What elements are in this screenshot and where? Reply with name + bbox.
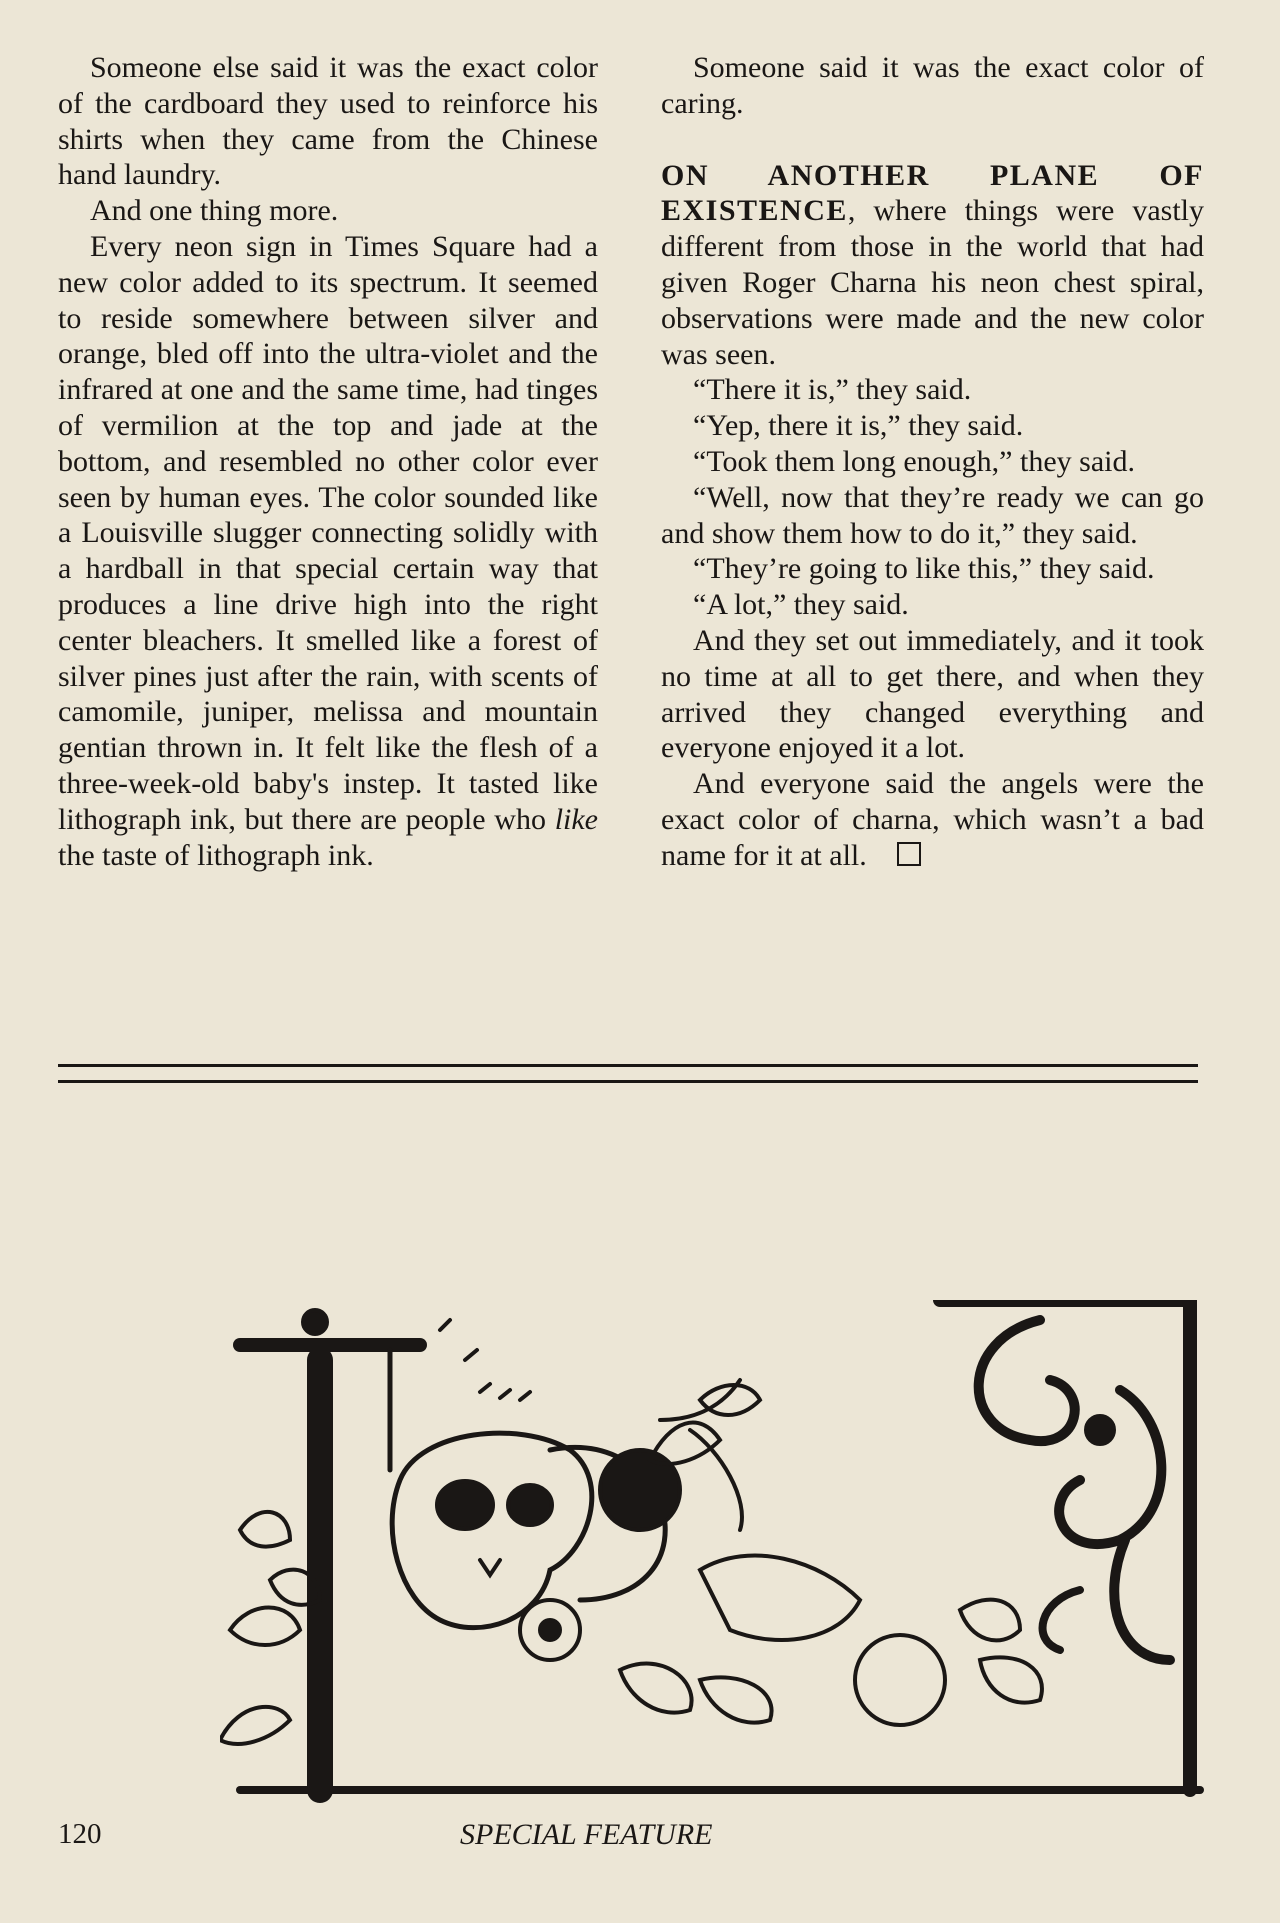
paragraph: Someone said it was the exact color of caring.: [661, 51, 1204, 120]
divider-rule-bottom: [58, 1080, 1198, 1083]
paragraph-text: the taste of lithograph ink.: [58, 838, 374, 872]
paragraph: “Took them long enough,” they said.: [693, 444, 1135, 478]
paragraph: “They’re going to like this,” they said.: [693, 552, 1155, 586]
section-lead-in: ON ANOTHER PLANE OF EXISTENCE: [661, 158, 1204, 228]
right-column: [661, 50, 1204, 874]
paragraph: And one thing more.: [90, 194, 339, 228]
paragraph-text: And everyone said the angels were the exact color of charna, which wasn’t a bad name for it at all.: [661, 767, 1204, 872]
paragraph: [661, 766, 1204, 873]
paragraph: And they set out immediately, and it took no time at all to get there, and when they arrived they changed everything and everyone enjoyed it a lot.: [661, 623, 1204, 765]
paragraph: “Well, now that they’re ready we can go and show them how to do it,” they said.: [661, 480, 1204, 550]
divider-rule-top: [58, 1064, 1198, 1067]
paragraph: Someone else said it was the exact color of the cardboard they used to reinforce his shirts when they came from the Chinese hand laundry.: [58, 51, 598, 192]
paragraph: [58, 229, 598, 873]
paragraph-text: , where things were vastly different from those in the world that had given Roger Charna his neon chest spiral, observations were made and the new color was seen.: [661, 194, 1204, 371]
paragraph: “Yep, there it is,” they said.: [693, 409, 1024, 443]
paragraph: “There it is,” they said.: [693, 373, 972, 407]
paragraph-text: Every neon sign in Times Square had a new color added to its spectrum. It seemed to reside somewhere between silver and orange, bled off into the ultra-violet and the infrared at one and the same time, had tinges of vermilion at the top and jade at the bottom, and resembled no other color ever seen by human eyes. The color sounded like a Louisville slugger connecting solidly with a hardball in that special certain way that produces a line drive high into the right center bleachers. It smelled like a forest of silver pines just after the rain, with scents of camomile, juniper, melissa and mountain gentian thrown in. It felt like the flesh of a three-week-old baby's instep. It tasted like lithograph ink, but there are people who: [58, 229, 598, 836]
end-of-story-square-icon: [897, 842, 921, 866]
running-footer-title: SPECIAL FEATURE: [460, 1818, 713, 1851]
italic-word: like: [554, 802, 598, 836]
skull-vines-ironwork-illustration-icon: [220, 1300, 1210, 1805]
section-opening-paragraph: [661, 158, 1204, 373]
page-number: 120: [58, 1818, 102, 1850]
paragraph: “A lot,” they said.: [693, 588, 909, 622]
left-column: [58, 50, 598, 873]
